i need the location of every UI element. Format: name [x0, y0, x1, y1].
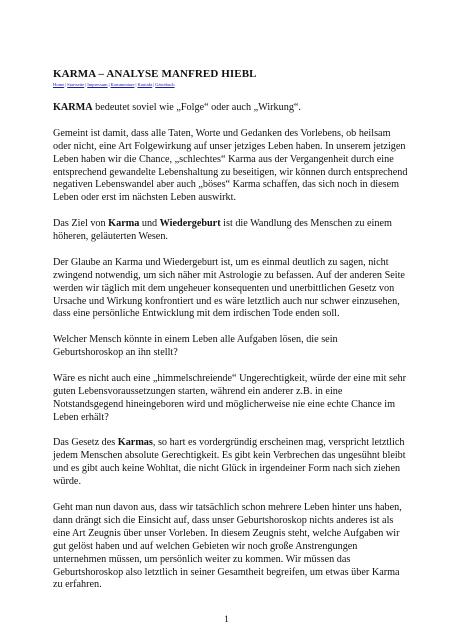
paragraph-text: ist die Wandlung des Menschen zu einem höheren, geläuterten Wesen.: [53, 218, 392, 243]
nav-link-gaestebuch[interactable]: Gästebuch: [155, 82, 175, 87]
paragraph: [53, 218, 408, 244]
paragraph-text: bedeutet soviel wie „Folge“ oder auch „Wirkung“.: [92, 102, 301, 113]
page-title: KARMA – ANALYSE MANFRED HIEBL: [53, 68, 257, 80]
paragraph: Geht man nun davon aus, dass wir tatsächlich schon mehrere Leben hinter uns haben, dann drängt sich die Einsicht auf, dass unser Geburtshoroskop nichts anderes ist als eine Art Zeugnis über unser Vorleben. In diesem Zeugnis steht, welche Aufgaben wir gut gelöst haben und auf welchen Gebieten wir noch große Anstrengungen unternehmen müssen, um persönlich weiter zu kommen. Wir müssen das Geburtshoroskop also letztlich in seiner Gesamtheit begreifen, um etwas über Karma zu erfahren.: [53, 501, 402, 591]
bold-term: Karma: [108, 218, 140, 230]
paragraph-text: , so hart es vordergründig erscheinen mag, verspricht letztlich jedem Menschen absolute Gerechtigkeit. Es gibt kein Verbrechen das ungesühnt bleibt und es gibt auch keine Wohltat, die nicht Glück in irgendeiner Form nach sich ziehen würde.: [53, 437, 406, 488]
bold-term: Karmas: [117, 437, 153, 449]
nav-separator: |: [135, 82, 137, 87]
paragraph-text: und: [139, 218, 160, 230]
nav-link-kontakt[interactable]: Kontakt: [137, 82, 153, 87]
article-body: [53, 102, 408, 592]
nav-separator: |: [85, 82, 87, 87]
paragraph-text: Das Ziel von: [53, 218, 109, 230]
nav-separator: |: [65, 82, 67, 87]
paragraph: [53, 437, 408, 489]
paragraph: Wäre es nicht auch eine „himmelschreiende“ Ungerechtigkeit, würde der eine mit sehr guten Lebensvoraussetzungen starten, während ein anderer z.B. in eine Notstandsgegend hineingeboren wird und möglicherweise nie eine echte Chance im Leben erhält?: [53, 372, 407, 423]
nav-links: [53, 81, 453, 88]
paragraph-text: Das Gesetz des: [53, 437, 118, 449]
nav-separator: |: [153, 82, 155, 87]
bold-term: KARMA: [53, 102, 93, 113]
page-number: 1: [224, 614, 229, 624]
nav-link-startseite[interactable]: Startseite: [67, 82, 85, 87]
paragraph: Welcher Mensch könnte in einem Leben alle Aufgaben lösen, die sein Geburtshoroskop an ihn stellt?: [53, 334, 338, 359]
paragraph: Gemeint ist damit, dass alle Taten, Worte und Gedanken des Vorlebens, ob heilsam oder nicht, eine Art Folgewirkung auf unser jetziges Leben haben. In unserem jetzigen Leben haben wir die Chance, „schlechtes“ Karma aus der Vergangenheit durch eine entsprechend gewandelte Lebenshaltung zu beseitigen, wir können durch entsprechend negativen Lebenswandel aber auch „böses“ Karma schaffen, das sich noch in diesem Leben oder erst im nächsten Leben auswirkt.: [53, 127, 408, 204]
nav-link-kommentare[interactable]: Kommentare: [110, 82, 135, 87]
nav-separator: |: [108, 82, 110, 87]
bold-term: Wiedergeburt: [159, 218, 221, 230]
nav-link-impressum[interactable]: Impressum: [87, 82, 108, 87]
nav-link-home[interactable]: Home: [53, 82, 65, 87]
paragraph-intro: [53, 102, 408, 115]
paragraph: Der Glaube an Karma und Wiedergeburt ist, um es einmal deutlich zu sagen, nicht zwingend notwendig, um sich näher mit Astrologie zu befassen. Auf der anderen Seite werden wir täglich mit dem ungeheuer konsequenten und unerbittlichen Gesetz von Ursache und Wirkung konfrontiert und es wäre letztlich auch nur schwer einzusehen, dass eine persönliche Entwicklung mit dem irdischen Tode enden soll.: [53, 256, 405, 320]
